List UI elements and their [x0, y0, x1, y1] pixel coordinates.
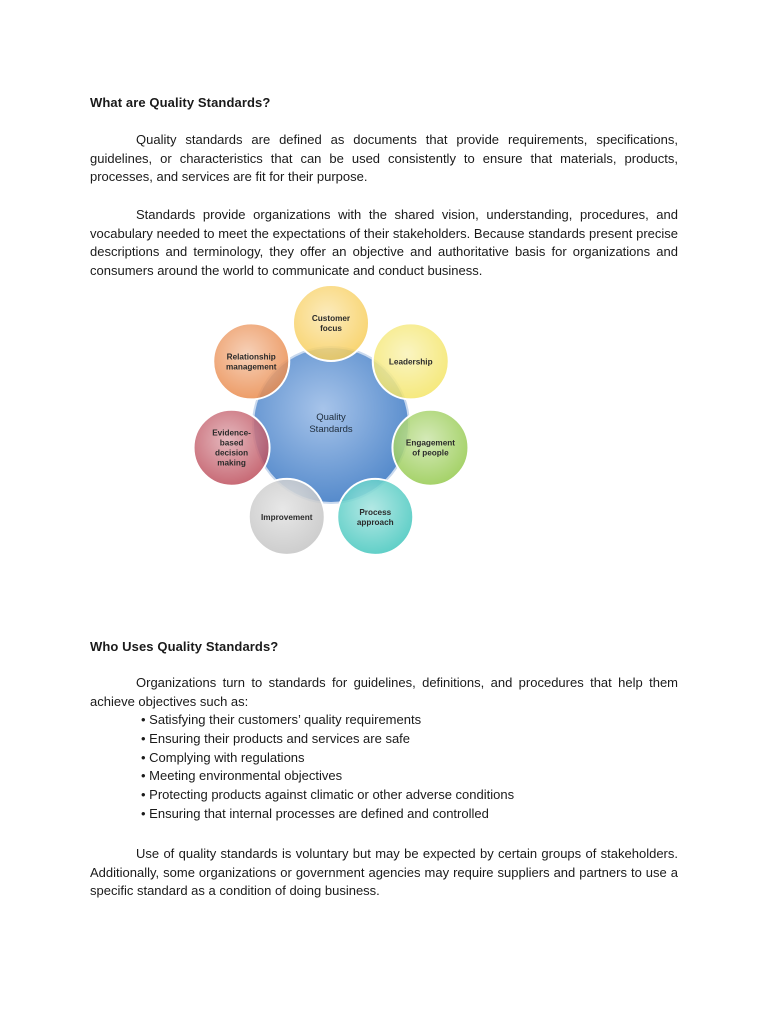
- diagram-node-label: decision: [214, 448, 249, 458]
- diagram-node: [373, 323, 449, 399]
- paragraph-voluntary-use: Use of quality standards is voluntary but may be expected by certain groups of stakeholders. Additionally, some organizations or government agencies may require suppliers and partners to use a specific standard as a condition of doing business.: [90, 846, 678, 899]
- paragraph-standards-provide: Standards provide organizations with the shared vision, understanding, procedures, and vocabulary needed to meet the expectations of their stakeholders. Because standards present precise descriptions and terminology, they offer an objective and authoritative basis for organizations and consumers around the world to communicate and conduct business.: [90, 207, 678, 279]
- diagram-node-label: approach: [356, 517, 394, 527]
- diagram-node-label: Process: [359, 507, 392, 517]
- diagram-node: [392, 410, 468, 486]
- diagram-node: [337, 479, 413, 555]
- section-heading-who-uses: Who Uses Quality Standards?: [90, 639, 279, 654]
- diagram-node-label: Leadership: [388, 357, 433, 367]
- diagram-node: [293, 285, 369, 361]
- diagram-node-label: focus: [320, 324, 342, 333]
- diagram-node-label: management: [225, 362, 277, 372]
- diagram-node-label: Evidence-: [212, 428, 251, 438]
- list-item: • Ensuring that internal processes are defined and controlled: [141, 805, 514, 824]
- diagram-node: [213, 323, 289, 399]
- list-item: • Complying with regulations: [141, 749, 514, 768]
- list-item: • Protecting products against climatic or other adverse conditions: [141, 786, 514, 805]
- list-item: • Satisfying their customers’ quality requirements: [141, 711, 514, 730]
- diagram-node-highlight: [293, 285, 369, 361]
- center-label-line-2: Standards: [309, 424, 353, 435]
- quality-standards-diagram: [190, 278, 456, 568]
- diagram-node-label: Improvement: [261, 512, 313, 522]
- diagram-node-label: making: [217, 458, 246, 468]
- diagram-node-label: Customer: [311, 314, 351, 323]
- diagram-node-label: of people: [412, 448, 449, 458]
- section-heading-what-are: What are Quality Standards?: [90, 95, 271, 110]
- diagram-canvas: [190, 278, 456, 568]
- list-item: • Ensuring their products and services are safe: [141, 730, 514, 749]
- diagram-node: [194, 410, 270, 486]
- paragraph-organizations-turn: Organizations turn to standards for guidelines, definitions, and procedures that help them achieve objectives such as:: [90, 675, 678, 709]
- diagram-node: [249, 479, 325, 555]
- diagram-node-label: Relationship: [226, 352, 276, 362]
- diagram-node-label: Engagement: [405, 438, 456, 448]
- center-label-line-1: Quality: [316, 412, 346, 423]
- objectives-list: [141, 711, 514, 824]
- diagram-node-label: based: [219, 438, 244, 448]
- paragraph-definition: Quality standards are defined as documents that provide requirements, specifications, guidelines, or characteristics that can be used consistently to ensure that materials, products, processes, and services are fit for their purpose.: [90, 132, 678, 185]
- list-item: • Meeting environmental objectives: [141, 767, 514, 786]
